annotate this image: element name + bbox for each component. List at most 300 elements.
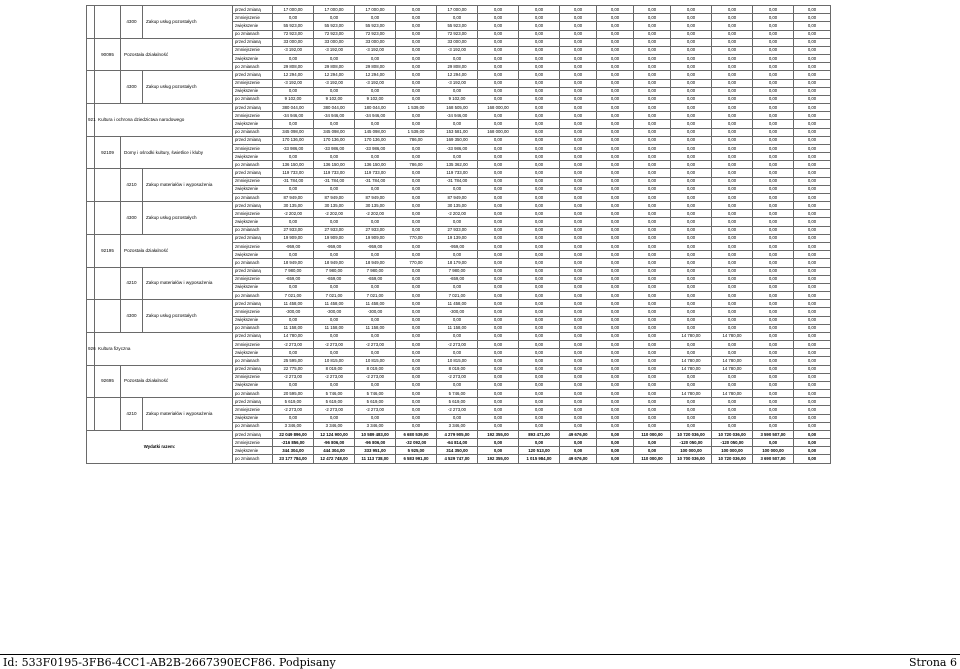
- amount-cell: 168 000,00: [478, 128, 519, 136]
- amount-cell: 0,00: [560, 381, 597, 389]
- amount-cell: 0,00: [634, 46, 671, 54]
- amount-cell: 0,00: [437, 87, 478, 95]
- amount-cell: 0,00: [712, 153, 753, 161]
- amount-cell: 0,00: [753, 22, 794, 30]
- amount-cell: 0,00: [355, 251, 396, 259]
- change-type-label: przed zmianą: [233, 202, 273, 210]
- amount-cell: 0,00: [712, 177, 753, 185]
- amount-cell: 0,00: [560, 242, 597, 250]
- amount-cell: 0,00: [314, 251, 355, 259]
- amount-cell: 0,00: [560, 169, 597, 177]
- amount-cell: 0,00: [794, 398, 831, 406]
- table-row: [87, 332, 831, 340]
- amount-cell: 0,00: [597, 63, 634, 71]
- amount-cell: 0,00: [671, 218, 712, 226]
- amount-cell: -300,00: [355, 308, 396, 316]
- amount-cell: 0,00: [560, 202, 597, 210]
- amount-cell: 0,00: [478, 136, 519, 144]
- amount-cell: 0,00: [519, 316, 560, 324]
- amount-cell: 786,00: [396, 161, 437, 169]
- amount-cell: 0,00: [519, 202, 560, 210]
- amount-cell: 0,00: [597, 120, 634, 128]
- amount-cell: 10 589 483,00: [355, 430, 396, 438]
- amount-cell: 0,00: [712, 185, 753, 193]
- amount-cell: 0,00: [314, 332, 355, 340]
- amount-cell: 0,00: [753, 341, 794, 349]
- amount-cell: 11 458,00: [355, 300, 396, 308]
- amount-cell: 3 346,00: [273, 422, 314, 430]
- amount-cell: 0,00: [478, 169, 519, 177]
- chapter-code: [87, 300, 95, 333]
- amount-cell: 12 472 748,00: [314, 455, 355, 463]
- amount-cell: 0,00: [753, 324, 794, 332]
- amount-cell: 0,00: [671, 267, 712, 275]
- amount-cell: 0,00: [273, 316, 314, 324]
- amount-cell: 0,00: [560, 112, 597, 120]
- amount-cell: 0,00: [519, 71, 560, 79]
- amount-cell: 7 021,00: [314, 292, 355, 300]
- change-type-label: przed zmianą: [233, 169, 273, 177]
- amount-cell: 0,00: [712, 55, 753, 63]
- amount-cell: 0,00: [560, 104, 597, 112]
- amount-cell: 0,00: [753, 308, 794, 316]
- amount-cell: 0,00: [478, 46, 519, 54]
- amount-cell: 0,00: [597, 185, 634, 193]
- amount-cell: 0,00: [560, 316, 597, 324]
- amount-cell: 11 158,00: [314, 324, 355, 332]
- amount-cell: 0,00: [597, 95, 634, 103]
- amount-cell: 0,00: [794, 95, 831, 103]
- amount-cell: 14 780,00: [671, 365, 712, 373]
- amount-cell: 169 350,00: [437, 136, 478, 144]
- amount-cell: 0,00: [712, 202, 753, 210]
- amount-cell: 25 595,00: [273, 357, 314, 365]
- amount-cell: 0,00: [478, 112, 519, 120]
- amount-cell: 0,00: [634, 447, 671, 455]
- amount-cell: -3 192,00: [314, 79, 355, 87]
- amount-cell: 0,00: [634, 226, 671, 234]
- amount-cell: 380 044,00: [273, 104, 314, 112]
- total-row: [87, 430, 831, 438]
- amount-cell: 0,00: [671, 316, 712, 324]
- change-type-label: zmniejszenie: [233, 177, 273, 185]
- amount-cell: -2 273,00: [355, 406, 396, 414]
- amount-cell: 0,00: [634, 365, 671, 373]
- amount-cell: -2 273,00: [273, 373, 314, 381]
- amount-cell: -64 814,00: [437, 439, 478, 447]
- amount-cell: 0,00: [396, 275, 437, 283]
- amount-cell: 0,00: [634, 202, 671, 210]
- amount-cell: 0,00: [634, 79, 671, 87]
- amount-cell: 0,00: [634, 193, 671, 201]
- amount-cell: 0,00: [314, 153, 355, 161]
- amount-cell: 0,00: [560, 357, 597, 365]
- amount-cell: 0,00: [355, 120, 396, 128]
- amount-cell: 0,00: [478, 22, 519, 30]
- amount-cell: 0,00: [597, 218, 634, 226]
- amount-cell: 0,00: [753, 161, 794, 169]
- amount-cell: 0,00: [314, 218, 355, 226]
- amount-cell: 0,00: [560, 161, 597, 169]
- amount-cell: 344 304,00: [273, 447, 314, 455]
- section-name: Pozostała działalność: [121, 365, 233, 398]
- amount-cell: 0,00: [560, 95, 597, 103]
- change-type-label: po zmianach: [233, 128, 273, 136]
- amount-cell: 0,00: [671, 38, 712, 46]
- amount-cell: 0,00: [437, 14, 478, 22]
- amount-cell: 0,00: [794, 300, 831, 308]
- amount-cell: 19 909,00: [355, 234, 396, 242]
- amount-cell: 0,00: [671, 128, 712, 136]
- amount-cell: 20 595,00: [273, 390, 314, 398]
- amount-cell: 0,00: [396, 390, 437, 398]
- amount-cell: 0,00: [712, 193, 753, 201]
- amount-cell: -300,00: [273, 308, 314, 316]
- amount-cell: 0,00: [753, 104, 794, 112]
- amount-cell: 0,00: [712, 267, 753, 275]
- amount-cell: 0,00: [560, 63, 597, 71]
- amount-cell: 12 294,00: [314, 71, 355, 79]
- paragraph-code: 4300: [121, 6, 143, 39]
- amount-cell: 0,00: [597, 226, 634, 234]
- amount-cell: 14 780,00: [671, 332, 712, 340]
- amount-cell: 0,00: [396, 63, 437, 71]
- page-number-label: Strona 6: [909, 656, 957, 669]
- amount-cell: 0,00: [355, 55, 396, 63]
- amount-cell: -2 273,00: [273, 406, 314, 414]
- amount-cell: 0,00: [273, 283, 314, 291]
- amount-cell: -2 202,00: [273, 210, 314, 218]
- amount-cell: 0,00: [437, 153, 478, 161]
- section-code: [95, 398, 121, 431]
- amount-cell: 1 015 984,00: [519, 455, 560, 463]
- amount-cell: 0,00: [478, 357, 519, 365]
- amount-cell: 0,00: [794, 177, 831, 185]
- amount-cell: 0,00: [597, 202, 634, 210]
- amount-cell: 0,00: [712, 226, 753, 234]
- amount-cell: 0,00: [478, 406, 519, 414]
- amount-cell: 0,00: [794, 153, 831, 161]
- amount-cell: 0,00: [597, 430, 634, 438]
- amount-cell: 0,00: [560, 144, 597, 152]
- amount-cell: 0,00: [794, 63, 831, 71]
- amount-cell: 0,00: [794, 144, 831, 152]
- amount-cell: 0,00: [478, 71, 519, 79]
- amount-cell: 0,00: [396, 95, 437, 103]
- total-label: Wydatki razem:: [87, 430, 233, 463]
- amount-cell: 0,00: [396, 251, 437, 259]
- change-type-label: zmniejszenie: [233, 341, 273, 349]
- amount-cell: 0,00: [560, 390, 597, 398]
- amount-cell: 0,00: [478, 87, 519, 95]
- amount-cell: 0,00: [273, 153, 314, 161]
- amount-cell: 0,00: [753, 144, 794, 152]
- amount-cell: 0,00: [671, 226, 712, 234]
- amount-cell: 0,00: [519, 341, 560, 349]
- amount-cell: 0,00: [314, 120, 355, 128]
- amount-cell: 0,00: [519, 104, 560, 112]
- table-row: [87, 202, 831, 210]
- amount-cell: 0,00: [712, 161, 753, 169]
- amount-cell: 30 135,00: [273, 202, 314, 210]
- amount-cell: 0,00: [634, 169, 671, 177]
- amount-cell: 0,00: [396, 300, 437, 308]
- amount-cell: 0,00: [794, 161, 831, 169]
- amount-cell: 0,00: [396, 153, 437, 161]
- amount-cell: 0,00: [634, 120, 671, 128]
- amount-cell: 0,00: [634, 390, 671, 398]
- amount-cell: 0,00: [794, 341, 831, 349]
- amount-cell: 0,00: [597, 439, 634, 447]
- amount-cell: 12 124 900,00: [314, 430, 355, 438]
- amount-cell: 0,00: [355, 87, 396, 95]
- amount-cell: 119 733,00: [355, 169, 396, 177]
- amount-cell: 0,00: [671, 292, 712, 300]
- amount-cell: 0,00: [560, 406, 597, 414]
- amount-cell: 0,00: [519, 22, 560, 30]
- amount-cell: 0,00: [560, 414, 597, 422]
- amount-cell: 10 815,00: [314, 357, 355, 365]
- amount-cell: 0,00: [712, 71, 753, 79]
- amount-cell: 87 949,00: [437, 193, 478, 201]
- amount-cell: 0,00: [671, 169, 712, 177]
- amount-cell: 0,00: [597, 283, 634, 291]
- amount-cell: 0,00: [794, 128, 831, 136]
- amount-cell: 0,00: [794, 38, 831, 46]
- amount-cell: 0,00: [478, 316, 519, 324]
- amount-cell: 33 000,00: [273, 38, 314, 46]
- amount-cell: 0,00: [396, 324, 437, 332]
- amount-cell: 0,00: [712, 79, 753, 87]
- amount-cell: 1 539,00: [396, 128, 437, 136]
- amount-cell: 87 949,00: [314, 193, 355, 201]
- amount-cell: 0,00: [519, 14, 560, 22]
- change-type-label: po zmianach: [233, 63, 273, 71]
- amount-cell: 0,00: [478, 398, 519, 406]
- section-code: [95, 202, 121, 235]
- amount-cell: 0,00: [712, 22, 753, 30]
- amount-cell: 0,00: [437, 316, 478, 324]
- amount-cell: 120 513,00: [519, 447, 560, 455]
- amount-cell: 0,00: [712, 341, 753, 349]
- amount-cell: 0,00: [671, 210, 712, 218]
- amount-cell: 49 676,00: [560, 430, 597, 438]
- amount-cell: 0,00: [671, 275, 712, 283]
- amount-cell: 0,00: [355, 332, 396, 340]
- amount-cell: 5 619,00: [273, 398, 314, 406]
- amount-cell: 0,00: [753, 414, 794, 422]
- amount-cell: 0,00: [634, 104, 671, 112]
- amount-cell: 0,00: [634, 373, 671, 381]
- change-type-label: po zmianach: [233, 324, 273, 332]
- amount-cell: 0,00: [671, 349, 712, 357]
- amount-cell: 0,00: [712, 234, 753, 242]
- amount-cell: -2 273,00: [314, 341, 355, 349]
- amount-cell: 5 925,00: [396, 447, 437, 455]
- chapter-code: [87, 6, 95, 39]
- amount-cell: 72 923,00: [355, 30, 396, 38]
- amount-cell: 0,00: [712, 275, 753, 283]
- section-code: [95, 300, 121, 333]
- amount-cell: 0,00: [671, 259, 712, 267]
- amount-cell: 0,00: [597, 112, 634, 120]
- amount-cell: 0,00: [712, 87, 753, 95]
- amount-cell: 0,00: [597, 136, 634, 144]
- amount-cell: 0,00: [396, 169, 437, 177]
- amount-cell: 11 158,00: [355, 324, 396, 332]
- amount-cell: 0,00: [671, 202, 712, 210]
- change-type-label: przed zmianą: [233, 332, 273, 340]
- amount-cell: 0,00: [560, 193, 597, 201]
- amount-cell: -120 050,00: [712, 439, 753, 447]
- amount-cell: 0,00: [519, 63, 560, 71]
- amount-cell: 0,00: [671, 308, 712, 316]
- amount-cell: 0,00: [519, 177, 560, 185]
- amount-cell: 0,00: [634, 349, 671, 357]
- chapter-name: Kultura i ochrona dziedzictwa narodowego: [95, 104, 233, 137]
- amount-cell: 0,00: [597, 177, 634, 185]
- amount-cell: 0,00: [671, 398, 712, 406]
- amount-cell: 0,00: [519, 95, 560, 103]
- section-name: Pozostała działalność: [121, 38, 233, 71]
- amount-cell: 0,00: [478, 324, 519, 332]
- amount-cell: 0,00: [355, 153, 396, 161]
- amount-cell: -3 192,00: [437, 79, 478, 87]
- amount-cell: 14 780,00: [273, 332, 314, 340]
- amount-cell: 0,00: [794, 324, 831, 332]
- amount-cell: 0,00: [519, 300, 560, 308]
- amount-cell: 55 923,00: [437, 22, 478, 30]
- amount-cell: -959,00: [355, 242, 396, 250]
- amount-cell: 30 135,00: [437, 202, 478, 210]
- amount-cell: 0,00: [671, 144, 712, 152]
- amount-cell: 0,00: [794, 390, 831, 398]
- amount-cell: 0,00: [634, 316, 671, 324]
- amount-cell: 0,00: [753, 365, 794, 373]
- amount-cell: 0,00: [478, 251, 519, 259]
- amount-cell: 0,00: [753, 275, 794, 283]
- amount-cell: 0,00: [560, 55, 597, 63]
- amount-cell: 6 680 539,00: [396, 430, 437, 438]
- amount-cell: 0,00: [794, 185, 831, 193]
- amount-cell: 55 923,00: [355, 22, 396, 30]
- amount-cell: 0,00: [794, 455, 831, 463]
- amount-cell: 0,00: [794, 414, 831, 422]
- amount-cell: 0,00: [794, 193, 831, 201]
- amount-cell: 0,00: [597, 341, 634, 349]
- amount-cell: 0,00: [478, 381, 519, 389]
- amount-cell: 0,00: [671, 112, 712, 120]
- amount-cell: 0,00: [396, 22, 437, 30]
- paragraph-name: Zakup materiałów i wyposażenia: [143, 169, 233, 202]
- change-type-label: po zmianach: [233, 193, 273, 201]
- amount-cell: 0,00: [634, 422, 671, 430]
- amount-cell: 18 949,00: [314, 259, 355, 267]
- amount-cell: -2 273,00: [273, 341, 314, 349]
- amount-cell: 0,00: [634, 87, 671, 95]
- amount-cell: 0,00: [671, 185, 712, 193]
- amount-cell: 1 539,00: [396, 104, 437, 112]
- amount-cell: 6 583 991,00: [396, 455, 437, 463]
- amount-cell: 0,00: [671, 193, 712, 201]
- change-type-label: zmniejszenie: [233, 46, 273, 54]
- amount-cell: -31 784,00: [437, 177, 478, 185]
- amount-cell: 0,00: [794, 406, 831, 414]
- amount-cell: 0,00: [478, 414, 519, 422]
- change-type-label: zmniejszenie: [233, 79, 273, 87]
- amount-cell: 0,00: [560, 218, 597, 226]
- amount-cell: 5 746,00: [355, 390, 396, 398]
- amount-cell: 0,00: [597, 398, 634, 406]
- amount-cell: 0,00: [712, 120, 753, 128]
- amount-cell: 0,00: [478, 390, 519, 398]
- amount-cell: 0,00: [597, 447, 634, 455]
- amount-cell: 0,00: [560, 292, 597, 300]
- change-type-label: zmniejszenie: [233, 406, 273, 414]
- change-type-label: po zmianach: [233, 390, 273, 398]
- paragraph-name: Zakup usług pozostałych: [143, 71, 233, 104]
- amount-cell: 0,00: [634, 71, 671, 79]
- amount-cell: 0,00: [478, 234, 519, 242]
- amount-cell: 0,00: [794, 55, 831, 63]
- amount-cell: 7 980,00: [273, 267, 314, 275]
- amount-cell: 0,00: [753, 55, 794, 63]
- amount-cell: 0,00: [560, 439, 597, 447]
- amount-cell: 5 619,00: [437, 398, 478, 406]
- change-type-label: zwiększenie: [233, 251, 273, 259]
- amount-cell: 0,00: [355, 218, 396, 226]
- amount-cell: -2 273,00: [314, 373, 355, 381]
- amount-cell: 0,00: [478, 292, 519, 300]
- amount-cell: 0,00: [794, 79, 831, 87]
- amount-cell: 0,00: [478, 210, 519, 218]
- amount-cell: 10 815,00: [355, 357, 396, 365]
- change-type-label: przed zmianą: [233, 71, 273, 79]
- change-type-label: przed zmianą: [233, 430, 273, 438]
- amount-cell: 0,00: [794, 218, 831, 226]
- amount-cell: 0,00: [794, 283, 831, 291]
- amount-cell: 893 471,00: [519, 430, 560, 438]
- amount-cell: 0,00: [712, 324, 753, 332]
- amount-cell: 0,00: [671, 283, 712, 291]
- amount-cell: 0,00: [634, 283, 671, 291]
- amount-cell: 180 044,00: [355, 104, 396, 112]
- amount-cell: 5 619,00: [355, 398, 396, 406]
- amount-cell: 0,00: [634, 128, 671, 136]
- amount-cell: 0,00: [634, 38, 671, 46]
- amount-cell: 5 746,00: [437, 390, 478, 398]
- amount-cell: 0,00: [597, 275, 634, 283]
- amount-cell: 0,00: [634, 332, 671, 340]
- amount-cell: 0,00: [794, 365, 831, 373]
- amount-cell: 0,00: [794, 373, 831, 381]
- amount-cell: 0,00: [794, 30, 831, 38]
- amount-cell: 192 355,00: [478, 430, 519, 438]
- amount-cell: 0,00: [671, 136, 712, 144]
- amount-cell: 18 179,00: [437, 259, 478, 267]
- amount-cell: 0,00: [753, 14, 794, 22]
- amount-cell: 0,00: [753, 210, 794, 218]
- amount-cell: 0,00: [314, 87, 355, 95]
- amount-cell: 0,00: [634, 55, 671, 63]
- paragraph-code: 4300: [121, 300, 143, 333]
- amount-cell: 0,00: [396, 267, 437, 275]
- amount-cell: 0,00: [519, 226, 560, 234]
- amount-cell: 9 102,00: [314, 95, 355, 103]
- amount-cell: 0,00: [753, 332, 794, 340]
- amount-cell: 0,00: [794, 104, 831, 112]
- amount-cell: 0,00: [634, 6, 671, 14]
